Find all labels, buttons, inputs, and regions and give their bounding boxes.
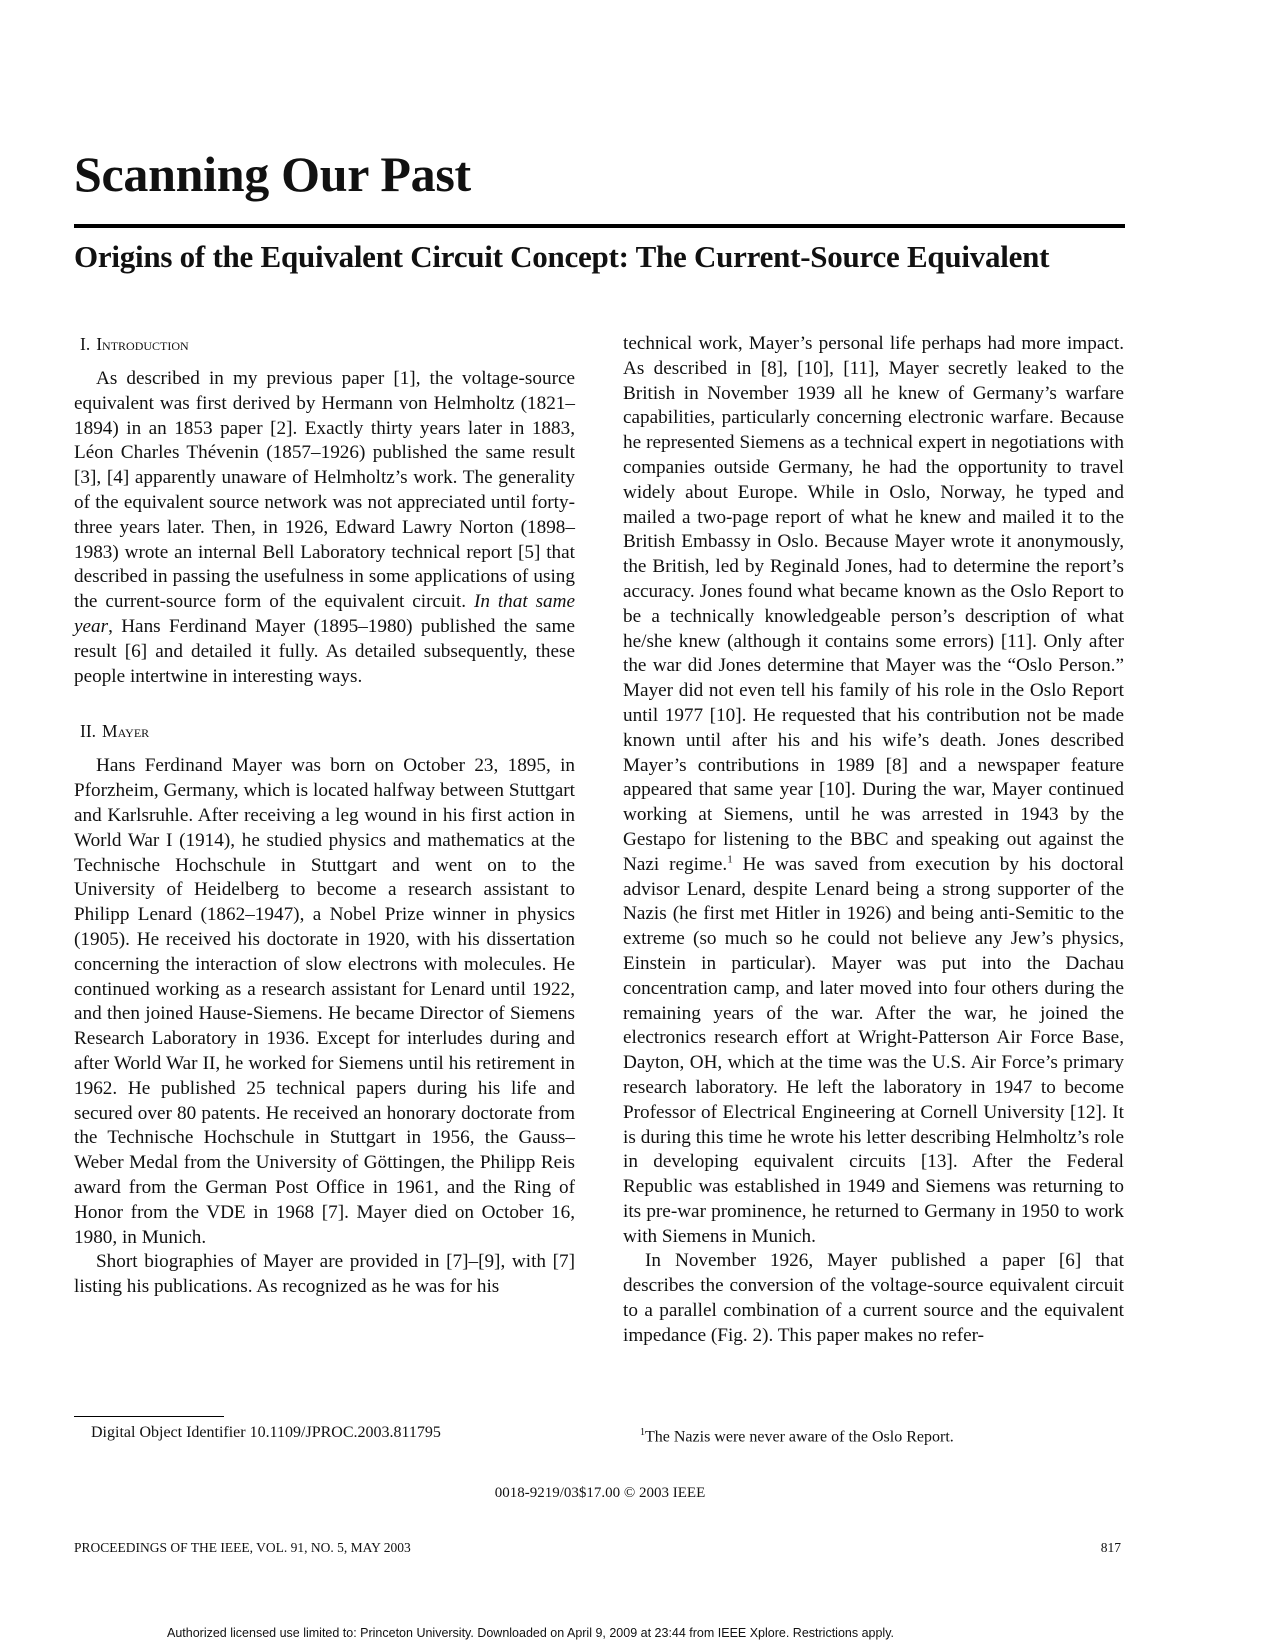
paragraph: Short biographies of Mayer are provided in [7]–[9], with [7] listing his publications. As recognized as he was for his bbox=[74, 1251, 575, 1298]
right-column bbox=[623, 332, 1124, 1349]
footnote-rule bbox=[74, 1416, 224, 1417]
paragraph bbox=[74, 367, 575, 689]
footnote-1 bbox=[640, 1423, 954, 1447]
title-rule bbox=[74, 224, 1125, 228]
section-heading-text: Introduction bbox=[96, 334, 189, 354]
page-number: 817 bbox=[1100, 1540, 1121, 1555]
italic-text: In that same year bbox=[74, 591, 576, 637]
paragraph-text: He was saved from execution by his doctoral advisor Lenard, despite Lenard being a strong supporter of the Nazis (he first met Hitler in 1926) and being anti-Semitic to the extreme (so much so he could not believe any Jew’s physics, Einstein in particular). Mayer was put into the Dachau concentration camp, and later moved into four others during the remaining years of the war. After the war, he joined the electronics research effort at Wright-Patterson Air Force Base, Dayton, OH, which at the time was the U.S. Air Force’s primary research laboratory. He left the laboratory in 1947 to become Professor of Electrical Engineering at Cornell University [12]. It is during this time he wrote his letter describing Helmholtz’s role in developing equivalent circuits [13]. After the Federal Republic was established in 1949 and Siemens was returning to its pre-war prominence, he returned to Germany in 1950 to work with Siemens in Munich. bbox=[623, 853, 1124, 1247]
section-number: I. bbox=[80, 334, 91, 354]
section-title: Scanning Our Past bbox=[74, 146, 471, 202]
footnote-marker[interactable]: 1 bbox=[727, 853, 733, 866]
section-heading-text: Mayer bbox=[102, 721, 150, 742]
left-column bbox=[74, 332, 575, 1300]
footnote-text: The Nazis were never aware of the Oslo Report. bbox=[645, 1428, 954, 1446]
section-heading-mayer bbox=[80, 719, 575, 743]
paragraph: In November 1926, Mayer published a paper [6] that describes the conversion of the voltage-source equivalent circuit to a parallel combination of a current source and the equivalent impedance (Fig. 2). This paper makes no refer- bbox=[623, 1250, 1124, 1346]
copyright-line: 0018-9219/03$17.00 © 2003 IEEE bbox=[494, 1485, 706, 1501]
running-head: PROCEEDINGS OF THE IEEE, VOL. 91, NO. 5, MAY 2003 bbox=[74, 1540, 411, 1555]
paragraph-text: technical work, Mayer’s personal life perhaps had more impact. As described in [8], [10], [11], Mayer secretly leaked to the British in November 1939 all he knew of Germany’s warfare capabilities, particularly concerning electronic warfare. Because he represented Siemens as a technical expert in negotiations with companies outside Germany, he had the opportunity to travel widely about Europe. While in Oslo, Norway, he typed and mailed a two-page report of what he knew and mailed it to the British Embassy in Oslo. Because Mayer wrote it anonymously, the British, led by Reginald Jones, had to determine the report’s accuracy. Jones found what became known as the Oslo Report to be a technically knowledgeable person’s description of what he/she knew (although it contains some errors) [11]. Only after the war did Jones determine that Mayer was the “Oslo Person.” Mayer did not even tell his family of his role in the Oslo Report until 1977 [10]. He requested that his contribution not be made known until after his and his wife’s death. Jones described Mayer’s contributions in 1989 [8] and a newspaper feature appeared that same year [10]. During the war, Mayer continued working at Siemens, until he was arrested in 1943 by the Gestapo for listening to the BBC and speaking out against the Nazi regime. bbox=[623, 333, 1124, 875]
paragraph-text: , Hans Ferdinand Mayer (1895–1980) published the same result [6] and detailed it fully. As detailed subsequently, these people intertwine in interesting ways. bbox=[74, 615, 575, 687]
paragraph-continued bbox=[623, 332, 1124, 1249]
section-number: II. bbox=[80, 721, 97, 742]
license-notice: Authorized licensed use limited to: Princeton University. Downloaded on April 9, 2009 at 23:44 from IEEE Xplore. Restrictions apply. bbox=[167, 1626, 894, 1640]
article-title: Origins of the Equivalent Circuit Concept: The Current-Source Equivalent bbox=[74, 239, 1050, 274]
footnote-number: 1 bbox=[640, 1427, 645, 1438]
paragraph-text: As described in my previous paper [1], the voltage-source equivalent was first derived by Hermann von Helmholtz (1821–1894) in an 1853 paper [2]. Exactly thirty years later in 1883, Léon Charles Thévenin (1857–1926) published the same result [3], [4] apparently unaware of Helmholtz’s work. The generality of the equivalent source network was not appreciated until forty-three years later. Then, in 1926, Edward Lawry Norton (1898–1983) wrote an internal Bell Laboratory technical report [5] that described in passing the usefulness in some applications of using the current-source form of the equivalent circuit. bbox=[74, 368, 575, 613]
section-gap bbox=[74, 689, 575, 719]
section-heading-introduction bbox=[80, 332, 575, 356]
doi-note: Digital Object Identifier 10.1109/JPROC.2003.811795 bbox=[91, 1424, 441, 1441]
paragraph: Hans Ferdinand Mayer was born on October 23, 1895, in Pforzheim, Germany, which is located halfway between Stuttgart and Karlsruhle. After receiving a leg wound in his first action in World War I (1914), he studied physics and mathematics at the Technische Hochschule in Stuttgart and went on to the University of Heidelberg to become a research assistant to Philipp Lenard (1862–1947), a Nobel Prize winner in physics (1905). He received his doctorate in 1920, with his dissertation concerning the interaction of slow electrons with molecules. He continued working as a research assistant for Lenard until 1922, and then joined Hause-Siemens. He became Director of Siemens Research Laboratory in 1936. Except for interludes during and after World War II, he worked for Siemens until his retirement in 1962. He published 25 technical papers during his life and secured over 80 patents. He received an honorary doctorate from the Technische Hochschule in Stuttgart in 1956, the Gauss–Weber Medal from the University of Göttingen, the Philipp Reis award from the German Post Office in 1961, and the Ring of Honor from the VDE in 1968 [7]. Mayer died on October 16, 1980, in Munich. bbox=[74, 755, 575, 1248]
